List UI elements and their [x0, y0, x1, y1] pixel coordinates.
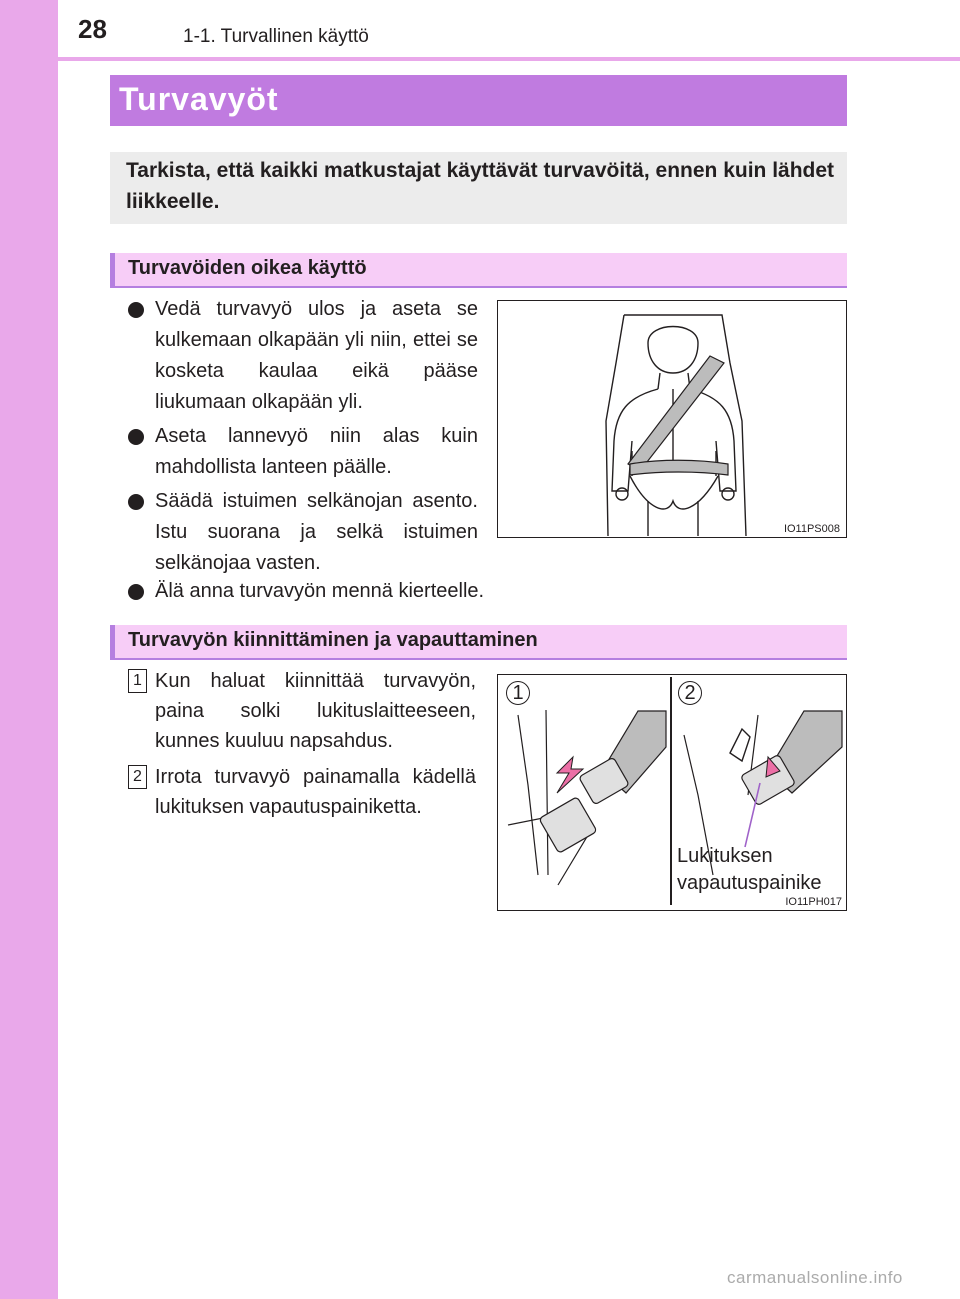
section-heading-bar-2	[110, 625, 847, 660]
panel-number: 1	[506, 681, 530, 705]
intro-box	[110, 152, 847, 224]
bullet-list	[128, 294, 478, 582]
page-sidebar	[0, 0, 58, 1299]
panel-number: 2	[678, 681, 702, 705]
numbered-item: 2 Irrota turvavyö painamalla kädellä lukituksen vapautuspainiketta.	[128, 762, 476, 822]
page-number: 28	[78, 14, 107, 44]
bullet-icon	[128, 302, 144, 318]
page-title: Turvavyöt	[119, 81, 279, 117]
section-heading-bar-1	[110, 253, 847, 288]
buckle-illustration	[497, 674, 847, 911]
footer-watermark: carmanualsonline.info	[727, 1268, 903, 1287]
header-divider	[58, 57, 960, 61]
seated-person-drawing	[498, 301, 845, 536]
bullet-item: Säädä istuimen selkänojan asento. Istu suorana ja selkä istuimen selkänojaa vasten.	[128, 486, 478, 579]
bullet-item: Vedä turvavyö ulos ja aseta se kulkemaan olkapään yli niin, ettei se kosketa kaulaa eikä pääse liukumaan olkapään yli.	[128, 294, 478, 418]
numbered-item: 1 Kun haluat kiinnittää turvavyön, paina solki lukituslaitteeseen, kunnes kuuluu napsahdus.	[128, 666, 476, 756]
step-number: 1	[128, 669, 147, 693]
step-number: 2	[128, 765, 147, 789]
numbered-list	[128, 666, 476, 828]
intro-text: Tarkista, että kaikki matkustajat käyttävät turvavöitä, ennen kuin lähdet liikkeelle.	[126, 159, 835, 213]
page-title-bar	[110, 75, 847, 126]
bullet-item: Älä anna turvavyön mennä kierteelle.	[128, 576, 728, 607]
bullet-icon	[128, 429, 144, 445]
section-heading-1: Turvavöiden oikea käyttö	[128, 257, 367, 279]
seatbelt-wearing-illustration	[497, 300, 847, 538]
bullet-icon	[128, 494, 144, 510]
bullet-list-continued	[128, 576, 728, 610]
figure-code: IO11PS008	[783, 523, 840, 535]
bullet-item: Aseta lannevyö niin alas kuin mahdollista lanteen päälle.	[128, 421, 478, 483]
section-header: 1-1. Turvallinen käyttö	[183, 26, 369, 47]
bullet-icon	[128, 584, 144, 600]
callout-label: Lukituksen vapautuspainike	[677, 845, 822, 894]
figure-code: IO11PH017	[785, 896, 842, 908]
section-heading-2: Turvavyön kiinnittäminen ja vapauttaminen	[128, 629, 538, 651]
